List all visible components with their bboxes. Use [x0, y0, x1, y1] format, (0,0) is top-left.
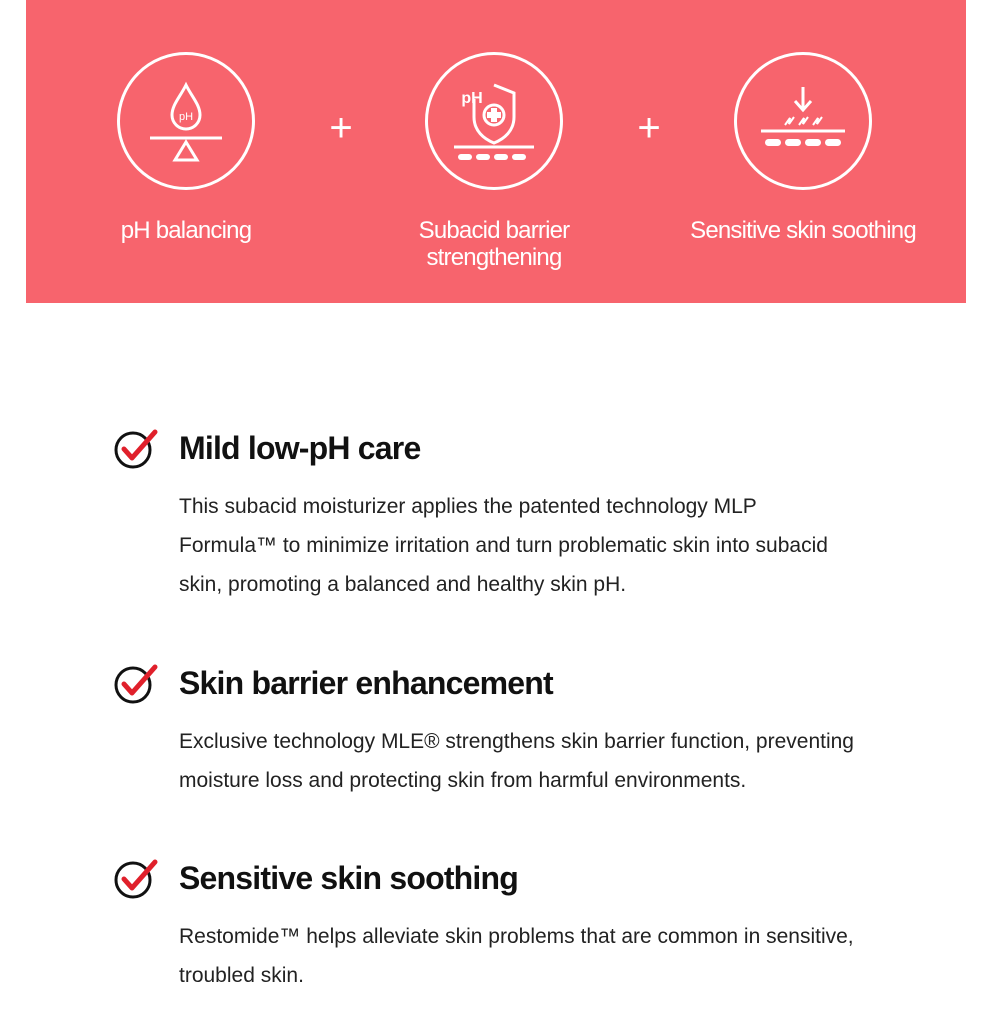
check-circle-icon — [113, 858, 159, 900]
feature-caption: pH balancing — [120, 217, 252, 244]
section-body: This subacid moisturizer applies the patented technology MLP Formula™ to minimize irritation and turn problematic skin into subacid skin, promoting a balanced and healthy skin pH. — [179, 495, 828, 596]
feature-banner — [26, 0, 966, 303]
feature-caption: Sensitive skin soothing — [690, 217, 916, 244]
section-title: Mild low-pH care — [179, 430, 421, 466]
check-circle-icon — [113, 663, 159, 705]
ph-shield-icon-label: pH — [461, 90, 483, 107]
benefit-section-barrier — [113, 661, 873, 800]
plus-sign: + — [329, 106, 353, 150]
section-title: Skin barrier enhancement — [179, 665, 553, 701]
ph-balance-icon — [117, 52, 255, 190]
ph-shield-icon — [425, 52, 563, 190]
skin-soothing-icon — [734, 52, 872, 190]
ph-balance-icon-label: pH — [178, 111, 194, 123]
section-body: Restomide™ helps alleviate skin problems that are common in sensitive, troubled skin. — [179, 925, 854, 987]
feature-caption: Subacid barrier strengthening — [418, 217, 570, 271]
benefit-section-low-ph — [113, 426, 873, 604]
section-body: Exclusive technology MLE® strengthens skin barrier function, preventing moisture loss and protecting skin from harmful environments. — [179, 730, 854, 792]
feature-barrier-strengthening — [374, 52, 614, 271]
section-title: Sensitive skin soothing — [179, 860, 519, 896]
benefit-section-soothing — [113, 856, 873, 995]
plus-sign: + — [637, 106, 661, 150]
feature-ph-balancing — [66, 52, 306, 244]
feature-skin-soothing — [683, 52, 923, 244]
check-circle-icon — [113, 428, 159, 470]
